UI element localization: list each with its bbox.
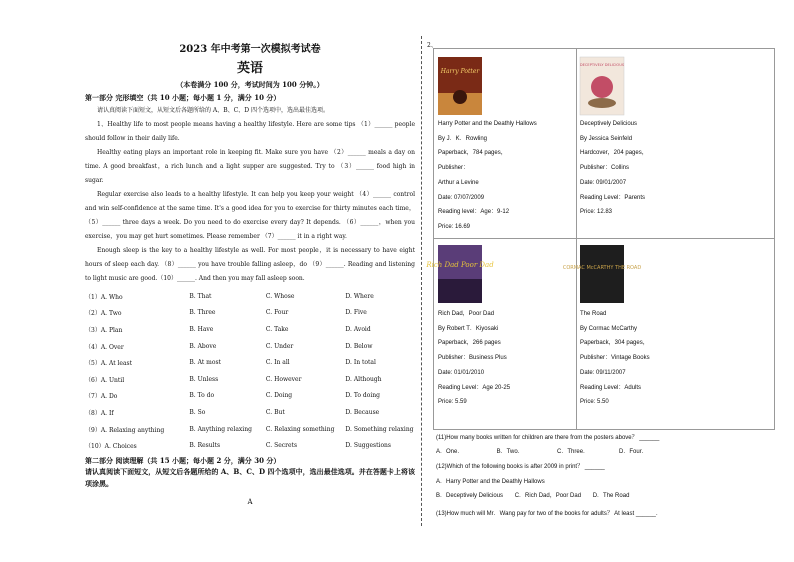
option-row [85, 371, 415, 388]
option-row [85, 437, 415, 454]
option-c: C. Relaxing something [265, 425, 335, 433]
book-title: Deceptively Delicious [580, 121, 638, 127]
option-a: （6）A. Until [85, 376, 125, 384]
book-author: By J．K．Rowling [438, 135, 488, 142]
option-c: C. Four [265, 309, 289, 317]
option-d: D. Five [345, 309, 367, 317]
option-a: （3）A. Plan [85, 326, 123, 334]
option-c: C. Take [265, 325, 289, 333]
question-11-options: A．One． B．Two． C．Three． D．Four． [436, 449, 648, 455]
book-date: Date: 01/01/2010 [438, 369, 485, 376]
option-c: C. Secrets [265, 442, 298, 450]
book-info [580, 117, 648, 220]
option-d: D. To doing [345, 392, 380, 400]
book-price: Price: 16.69 [438, 223, 471, 230]
book-price: Price: 5.59 [438, 399, 467, 406]
option-row [85, 421, 415, 438]
book-publisher-name: Arthur a Levine [438, 179, 479, 186]
book-publisher: Publisher：Vintage Books [580, 355, 650, 362]
option-b: B. Unless [189, 375, 219, 383]
question-12: (12)Which of the following books is after 2009 in print？ ______ [436, 464, 605, 470]
option-a: （1）A. Who [85, 293, 123, 301]
question-12-options: B．Deceptively Delicious C．Rich Dad，Poor Dad D．The Road [436, 493, 630, 499]
passage-paragraph: Enough sleep is the key to a healthy lifestyle as well. For most people，it is necessary to have eight hours of sleep each day. （8）______ you have trouble falling asleep，do （9）______. Reading and listening to light music are good.（10）______. And then you may fall asleep soon. [85, 247, 415, 282]
option-row [85, 338, 415, 355]
passage-paragraph: 1、Healthy life to most people means having a healthy lifestyle. Here are some tips （1）______ people should follow in their daily life. [85, 121, 415, 142]
book-reading-level: Reading Level：Parents [580, 194, 646, 201]
cover-title-text: DECEPTIVELY DELICIOUS [579, 63, 625, 67]
option-a: （2）A. Two [85, 310, 122, 318]
exam-title: 2023 年中考第一次模拟考试卷 [179, 44, 321, 55]
exam-note: （本卷满分 100 分，考试时间为 100 分钟。） [176, 80, 324, 89]
option-row [85, 354, 415, 371]
option-a: （5）A. At least [85, 360, 133, 368]
book-format: Paperback，784 pages， [438, 150, 507, 157]
book-author: By Cormac McCarthy [580, 325, 638, 332]
option-d: D. Avoid [345, 325, 371, 333]
book-price: Price: 12.83 [580, 209, 613, 216]
book-author: By Robert T．Kiyosaki [438, 325, 499, 332]
option-c: C. Under [265, 342, 294, 350]
option-c: C. Doing [265, 392, 293, 400]
option-c: C. In all [265, 359, 290, 367]
option-d: D. Something relaxing [345, 425, 414, 433]
grid-divider [434, 238, 774, 239]
option-row [85, 388, 415, 405]
book-date: Date: 07/07/2009 [438, 194, 485, 201]
option-row [85, 305, 415, 322]
cover-title-text: Harry Potter [440, 68, 480, 75]
subject-title: 英语 [236, 61, 263, 76]
book-format: Paperback，304 pages， [580, 340, 649, 347]
book-cover-image [562, 245, 642, 303]
option-c: C. But [265, 408, 285, 416]
option-d: D. Suggestions [345, 442, 392, 450]
question-13: (13)How much will Mr．Wang pay for two of the books for adults？ At least ______． [436, 511, 662, 517]
section1-instruction: 请认真阅读下面短文，从短文后各题所给的 A、B、C、D 四个选项中，选出最佳选项。 [97, 107, 329, 114]
option-d: D. Where [345, 292, 374, 300]
section1-heading: 第一部分 完形填空（共 10 小题；每小题 1 分，满分 10 分） [85, 93, 281, 102]
book-publisher: Publisher：Business Plus [438, 355, 507, 362]
option-b: B. Have [189, 325, 214, 333]
option-a: （4）A. Over [85, 343, 124, 351]
book-info [438, 307, 510, 410]
option-a: （10）A. Choices [85, 443, 137, 451]
column-divider [421, 36, 422, 526]
book-publisher: Publisher：Collins [580, 165, 630, 172]
option-b: B. That [189, 292, 212, 300]
book-info [580, 307, 650, 410]
option-d: D. Because [345, 408, 380, 416]
book-author: By Jessica Seinfeld [580, 135, 633, 142]
option-b: B. Anything relaxing [189, 425, 252, 433]
book-title: Harry Potter and the Deathly Hallows [438, 121, 537, 127]
book-reading-level: Reading Level：Age 20-25 [438, 384, 511, 391]
section2-heading: 第二部分 阅读理解（共 15 小题；每小题 2 分，满分 30 分） [85, 455, 281, 465]
option-d: D. Although [345, 375, 382, 383]
cover-title-text: Rich Dad Poor Dad [426, 261, 494, 269]
passage-a-label: A [247, 497, 253, 506]
book-format: Paperback，266 pages [438, 340, 501, 347]
book-format: Hardcover，204 pages， [580, 150, 648, 157]
option-b: B. So [189, 408, 206, 416]
book-date: Date: 09/11/2007 [580, 369, 626, 376]
book-cover-image [438, 57, 482, 115]
book-reading-level: Reading level：Age：9-12 [438, 209, 510, 216]
question-number: 2、 [427, 42, 437, 49]
options-table [85, 288, 415, 454]
book-cover-image [426, 245, 494, 303]
book-info [438, 117, 537, 235]
book-date: Date: 09/01/2007 [580, 179, 627, 186]
book-title: The Road [580, 311, 607, 317]
book-title: Rich Dad，Poor Dad [438, 311, 495, 317]
book-reading-level: Reading Level：Adults [580, 384, 642, 391]
cover-title-text: CORMAC McCARTHY THE ROAD [562, 265, 642, 271]
option-c: C. However [265, 375, 302, 383]
option-b: B. Three [189, 309, 216, 317]
option-row [85, 321, 415, 338]
option-d: D. Below [345, 342, 373, 350]
grid-divider [576, 49, 577, 429]
option-a: （8）A. If [85, 409, 114, 417]
option-d: D. In total [345, 359, 376, 367]
option-c: C. Whose [265, 292, 295, 300]
book-posters-grid [426, 48, 775, 430]
option-b: B. Results [189, 442, 221, 450]
option-a: （9）A. Relaxing anything [85, 426, 165, 434]
book-cover-image [580, 57, 624, 115]
option-b: B. To do [189, 392, 215, 400]
section2-instruction: 请认真阅读下面短文，从短文后各题所给的 A、B、C、D 四个选项中，选出最佳选项。并在答题卡上将该项涂黑。 [85, 466, 415, 488]
option-a: （7）A. Do [85, 393, 118, 401]
question-11: (11)How many books written for children are there from the posters above？ ______ [436, 435, 660, 441]
book-publisher: Publisher： [438, 165, 470, 172]
option-row [85, 404, 415, 421]
left-column [85, 40, 415, 506]
option-row [85, 288, 415, 305]
book-price: Price: 5.50 [580, 399, 609, 406]
option-b: B. At most [189, 359, 221, 367]
passage-paragraph: Regular exercise also leads to a healthy lifestyle. It can help you keep your weight （4）______ control and win self-confidence at the same time. It's a good idea for you to exercise for thirty minutes each time，（5）______ three days a week. Do you need to do exercise every day? It depends. （6）______，when you exercise，you may get hurt sometimes. Please remember （7）______ it in a right way. [85, 191, 415, 240]
question-12-option-a: A．Harry Potter and the Deathly Hallows [436, 479, 545, 485]
passage-paragraph: Healthy eating plays an important role in keeping fit. Make sure you have （2）______ meals a day on time. A good breakfast，a rich lunch and a light supper are suggested. Try to （3）______ food high in sugar. [85, 149, 415, 184]
option-b: B. Above [189, 342, 217, 350]
